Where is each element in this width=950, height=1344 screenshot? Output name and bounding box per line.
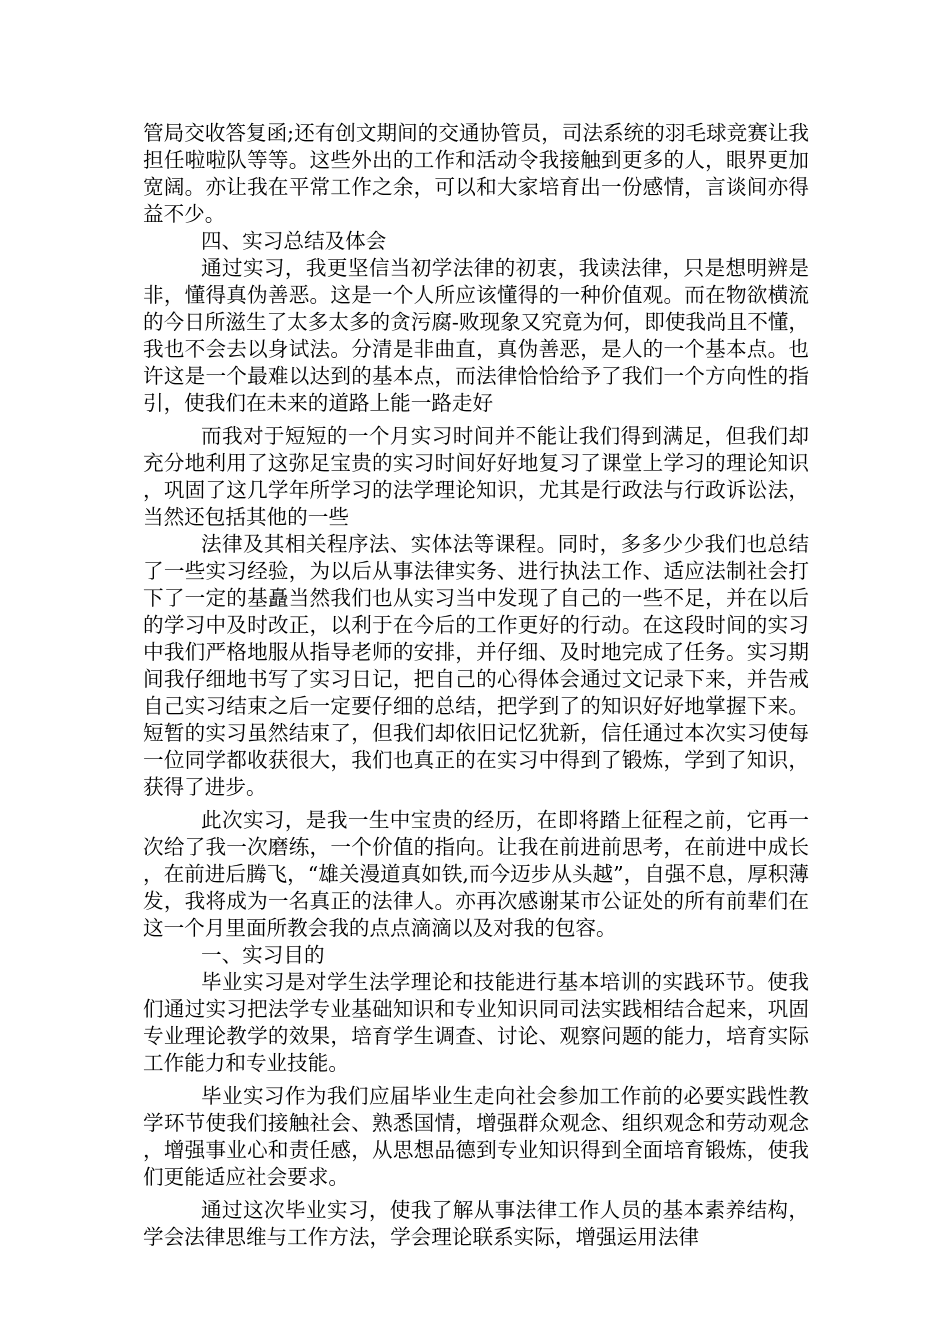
paragraph-6: 此次实习，是我一生中宝贵的经历，在即将踏上征程之前，它再一次给了我一次磨练，一个价值的指向。让我在前进前思考，在前进中成长，在前进后腾飞，“雄关漫道真如铁,而今迈步从头越”，自强不息，厚积薄发，我将成为一名真正的法律人。亦再次感谢某市公证处的所有前辈们在这一个月里面所教会我的点点滴滴以及对我的包容。 (143, 808, 810, 940)
paragraph-3: 通过实习，我更坚信当初学法律的初衷，我读法律，只是想明辨是非，懂得真伪善恶。这是一个人所应该懂得的一种价值观。而在物欲横流的今日所滋生了太多太多的贪污腐-败现象又究竟为何，即使我尚且不懂，我也不会去以身试法。分清是非曲直，真伪善恶，是人的一个基本点。也许这是一个最难以达到的基本点，而法律恰恰给予了我们一个方向性的指引，使我们在未来的道路上能一路走好 (143, 256, 809, 415)
section-heading-purpose: 一、实习目的 (201, 943, 325, 967)
paragraph-8: 毕业实习是对学生法学理论和技能进行基本培训的实践环节。使我们通过实习把法学专业基础知识和专业知识同司法实践相结合起来，巩固专业理论教学的效果，培育学生调查、讨论、观察问题的能力，培育实际工作能力和专业技能。 (143, 970, 809, 1075)
paragraph-10: 通过这次毕业实习，使我了解从事法律工作人员的基本素养结构，学会法律思维与工作方法，学会理论联系实际，增强运用法律 (143, 1198, 809, 1249)
document-body (143, 120, 809, 1251)
paragraph-1: 管局交收答复函;还有创文期间的交通协管员，司法系统的羽毛球竞赛让我担任啦啦队等等。这些外出的工作和活动令我接触到更多的人，眼界更加宽阔。亦让我在平常工作之余，可以和大家培育出一份感情，言谈间亦得益不少。 (143, 121, 809, 226)
paragraph-5: 法律及其相关程序法、实体法等课程。同时，多多少少我们也总结了一些实习经验，为以后从事法律实务、进行执法工作、适应法制社会打下了一定的基矗当然我们也从实习当中发现了自己的一些不足，并在以后的学习中及时改正，以利于在今后的工作更好的行动。在这段时间的实习中我们严格地服从指导老师的安排，并仔细、及时地完成了任务。实习期间我仔细地书写了实习日记，把自己的心得体会通过文记录下来，并告戒自己实习结束之后一定要仔细的总结，把学到了的知识好好地掌握下来。短暂的实习虽然结束了，但我们却依旧记忆犹新，信任通过本次实习使每一位同学都收获很大，我们也真正的在实习中得到了锻炼，学到了知识，获得了进步。 (143, 532, 809, 799)
paragraph-4: 而我对于短短的一个月实习时间并不能让我们得到满足，但我们却充分地利用了这弥足宝贵的实习时间好好地复习了课堂上学习的理论知识，巩固了这几学年所学习的法学理论知识，尤其是行政法与行政诉讼法，当然还包括其他的一些 (143, 424, 809, 529)
paragraph-9: 毕业实习作为我们应届毕业生走向社会参加工作前的必要实践性教学环节使我们接触社会、熟悉国情，增强群众观念、组织观念和劳动观念，增强事业心和责任感，从思想品德到专业知识得到全面培育锻炼，使我们更能适应社会要求。 (143, 1084, 809, 1189)
section-heading-summary: 四、实习总结及体会 (201, 229, 387, 253)
